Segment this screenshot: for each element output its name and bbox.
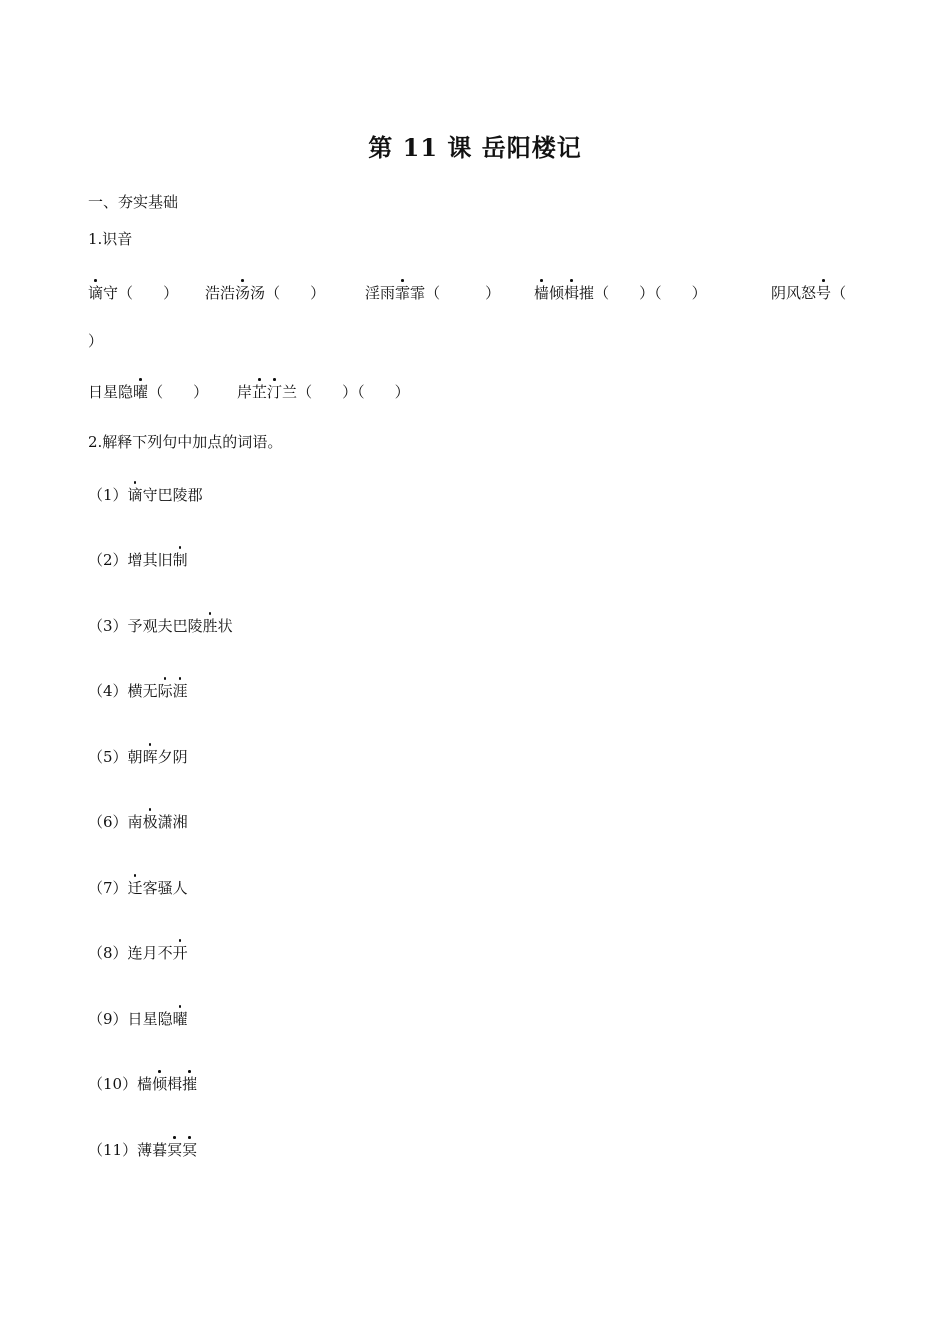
- question-number: （7）: [88, 879, 128, 897]
- char: 守: [103, 284, 119, 302]
- emphasis-dot-char: 芷: [252, 383, 268, 401]
- char: 其: [142, 551, 158, 569]
- emphasis-dot-char: 制: [172, 551, 188, 569]
- char: [624, 284, 639, 302]
- char: [365, 383, 380, 401]
- char: （: [357, 383, 365, 401]
- char: 月: [142, 944, 158, 962]
- char: 客: [142, 879, 158, 897]
- question-number: （3）: [88, 617, 128, 635]
- char: ）: [310, 284, 326, 302]
- char: [662, 284, 677, 302]
- char: [295, 284, 310, 302]
- question-number: （10）: [88, 1075, 138, 1093]
- emphasis-dot-char: 迁: [127, 879, 143, 897]
- question-number: （2）: [88, 551, 128, 569]
- char: ）: [691, 284, 707, 302]
- char: 潇: [157, 813, 173, 831]
- char: 横: [127, 682, 143, 700]
- char: [677, 284, 692, 302]
- char: ）: [193, 383, 209, 401]
- emphasis-dot-char: 冥: [182, 1141, 198, 1159]
- char: 无: [142, 682, 158, 700]
- char: 暮: [152, 1141, 168, 1159]
- char: 风: [786, 284, 802, 302]
- question-item: [88, 746, 188, 767]
- question-text: [128, 617, 233, 635]
- char: 湘: [172, 813, 188, 831]
- char: [440, 284, 455, 302]
- char: 连: [127, 944, 143, 962]
- question-item: [88, 811, 188, 832]
- emphasis-dot-char: 楫: [564, 284, 580, 302]
- char: 霏: [410, 284, 426, 302]
- question-number: （4）: [88, 682, 128, 700]
- char: 骚: [157, 879, 173, 897]
- wrapped-close-paren: ）: [88, 332, 104, 350]
- char: 浩: [220, 284, 236, 302]
- page-title: 第 11 课 岳阳楼记: [368, 133, 582, 162]
- question-item: [88, 942, 188, 963]
- char: 人: [172, 879, 188, 897]
- char: （: [148, 383, 164, 401]
- char: [148, 284, 163, 302]
- question-item: [88, 1073, 197, 1094]
- emphasis-dot-char: 号: [816, 284, 832, 302]
- emphasis-dot-char: 倾: [152, 1075, 168, 1093]
- char: 夫: [157, 617, 173, 635]
- char: 增: [127, 551, 143, 569]
- char: 浩: [205, 284, 221, 302]
- char: （: [118, 284, 134, 302]
- char: 状: [217, 617, 233, 635]
- emphasis-dot-char: 谪: [127, 486, 143, 504]
- char: [455, 284, 470, 302]
- char: [327, 383, 342, 401]
- char: ）: [639, 284, 655, 302]
- char: 雨: [380, 284, 396, 302]
- char: 岸: [237, 383, 253, 401]
- pronunciation-item: [88, 282, 178, 303]
- emphasis-dot-char: 际: [157, 682, 173, 700]
- emphasis-dot-char: 极: [142, 813, 158, 831]
- question-text: [128, 486, 203, 504]
- question-item: [88, 615, 233, 636]
- char: 守: [142, 486, 158, 504]
- question-number: （6）: [88, 813, 128, 831]
- char: 兰: [282, 383, 298, 401]
- part2-heading: 2.解释下列句中加点的词语。: [88, 433, 283, 451]
- char: （: [297, 383, 313, 401]
- char: 楫: [167, 1075, 183, 1093]
- question-text: [128, 682, 188, 700]
- char: ）: [342, 383, 358, 401]
- char: 陵: [187, 617, 203, 635]
- char: 陵: [172, 486, 188, 504]
- emphasis-dot-char: 汤: [235, 284, 251, 302]
- char: （: [265, 284, 281, 302]
- question-text: [128, 551, 188, 569]
- pronunciation-item: [534, 282, 707, 303]
- char: ）: [485, 284, 501, 302]
- pronunciation-item: [237, 381, 410, 402]
- char: [470, 284, 485, 302]
- section-heading: 一、夯实基础: [88, 193, 179, 211]
- char: 观: [142, 617, 158, 635]
- char: [609, 284, 624, 302]
- question-number: （9）: [88, 1010, 128, 1028]
- emphasis-dot-char: 开: [172, 944, 188, 962]
- char: 怒: [801, 284, 817, 302]
- pronunciation-item: [205, 282, 325, 303]
- char: 日: [127, 1010, 143, 1028]
- char: 巴: [172, 617, 188, 635]
- question-item: [88, 680, 188, 701]
- char: 日: [88, 383, 104, 401]
- emphasis-dot-char: 谪: [88, 284, 104, 302]
- char: 樯: [137, 1075, 153, 1093]
- pronunciation-item: [771, 282, 846, 303]
- emphasis-dot-char: 曜: [172, 1010, 188, 1028]
- char: 南: [127, 813, 143, 831]
- char: （: [594, 284, 610, 302]
- char: ）: [394, 383, 410, 401]
- char: 巴: [157, 486, 173, 504]
- question-text: [128, 879, 188, 897]
- question-number: （1）: [88, 486, 128, 504]
- question-number: （11）: [88, 1141, 138, 1159]
- emphasis-dot-char: 汀: [267, 383, 283, 401]
- question-text: [137, 1141, 197, 1159]
- char: 星: [142, 1010, 158, 1028]
- char: [380, 383, 395, 401]
- char: [178, 383, 193, 401]
- char: 旧: [157, 551, 173, 569]
- part1-heading: 1.识音: [88, 230, 133, 248]
- char: 星: [103, 383, 119, 401]
- char: [133, 284, 148, 302]
- question-item: [88, 484, 203, 505]
- pronunciation-row-1: [88, 282, 868, 302]
- char: 倾: [549, 284, 565, 302]
- question-text: [128, 944, 188, 962]
- char: 阴: [771, 284, 787, 302]
- char: 淫: [365, 284, 381, 302]
- char: [312, 383, 327, 401]
- char: 薄: [137, 1141, 153, 1159]
- question-item: [88, 877, 188, 898]
- char: 朝: [127, 748, 143, 766]
- char: 阴: [172, 748, 188, 766]
- question-text: [137, 1075, 197, 1093]
- char: 隐: [118, 383, 134, 401]
- char: 郡: [187, 486, 203, 504]
- char: 隐: [157, 1010, 173, 1028]
- question-text: [128, 1010, 188, 1028]
- char: （: [654, 284, 662, 302]
- char: [280, 284, 295, 302]
- emphasis-dot-char: 霏: [395, 284, 411, 302]
- question-item: [88, 1008, 188, 1029]
- question-number: （8）: [88, 944, 128, 962]
- char: 予: [127, 617, 143, 635]
- question-number: （5）: [88, 748, 128, 766]
- emphasis-dot-char: 涯: [172, 682, 188, 700]
- char: 不: [157, 944, 173, 962]
- char: （: [831, 284, 847, 302]
- emphasis-dot-char: 樯: [534, 284, 550, 302]
- char: 夕: [157, 748, 173, 766]
- question-item: [88, 1139, 197, 1160]
- char: 汤: [250, 284, 266, 302]
- pronunciation-item: [88, 381, 208, 402]
- question-text: [128, 813, 188, 831]
- char: ）: [163, 284, 179, 302]
- emphasis-dot-char: 晖: [142, 748, 158, 766]
- question-item: [88, 549, 188, 570]
- emphasis-dot-char: 摧: [182, 1075, 198, 1093]
- pronunciation-item: [365, 282, 500, 303]
- emphasis-dot-char: 冥: [167, 1141, 183, 1159]
- char: （: [425, 284, 441, 302]
- emphasis-dot-char: 胜: [202, 617, 218, 635]
- char: 摧: [579, 284, 595, 302]
- emphasis-dot-char: 曜: [133, 383, 149, 401]
- question-text: [128, 748, 188, 766]
- char: [163, 383, 178, 401]
